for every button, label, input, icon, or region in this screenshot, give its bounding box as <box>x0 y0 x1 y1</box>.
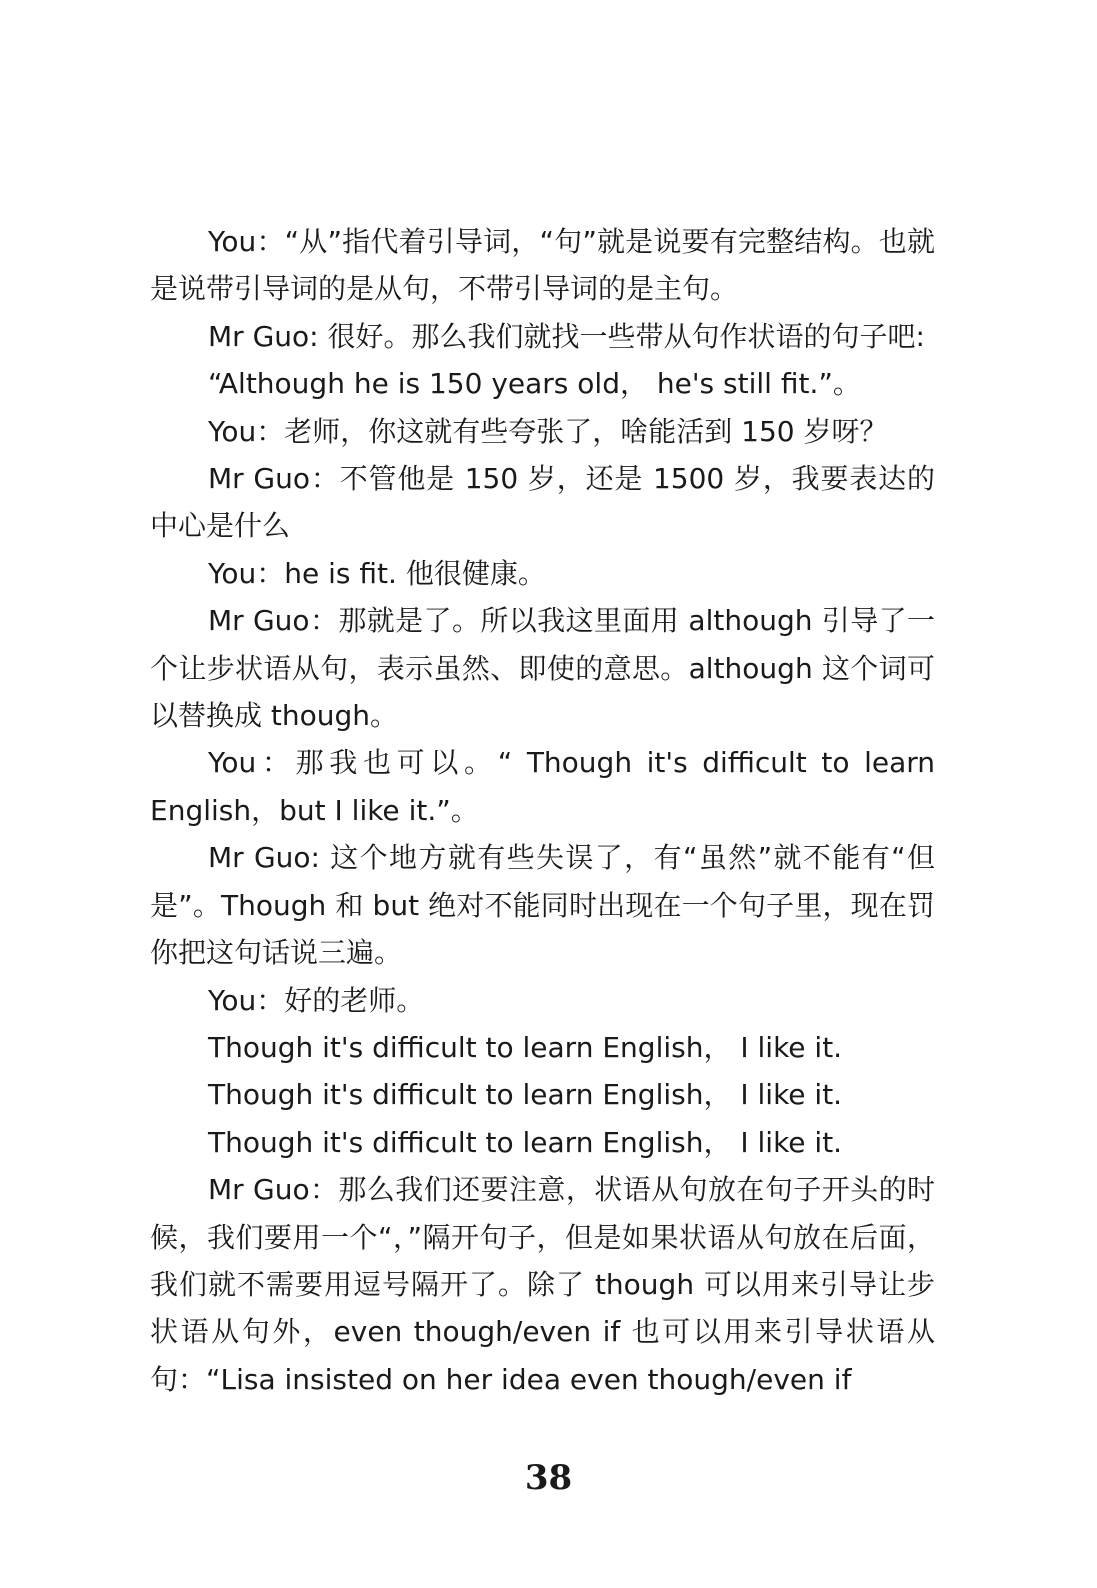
paragraph: Though it's difficult to learn English， I like it. <box>208 1030 843 1064</box>
paragraph: You：he is fit. 他很健康。 <box>208 556 546 590</box>
paragraph: You：那我也可以。“ Though it's difficult to learn English，but I like it.”。 <box>150 746 935 827</box>
paragraph: Though it's difficult to learn English， I like it. <box>208 1078 843 1112</box>
paragraph: You：老师，你这就有些夸张了，啥能活到 150 岁呀？ <box>208 414 888 448</box>
paragraph: “Although he is 150 years old， he's still fit.”。 <box>208 367 861 401</box>
paragraph: Though it's difficult to learn English， I like it. <box>208 1125 843 1159</box>
paragraph: Mr Guo：不管他是 150 岁，还是 1500 岁，我要表达的中心是什么 <box>150 462 935 543</box>
paragraph: You：好的老师。 <box>208 983 425 1017</box>
paragraph: Mr Guo：那么我们还要注意，状语从句放在句子开头的时候，我们要用一个“，”隔开句子，但是如果状语从句放在后面，我们就不需要用逗号隔开了。除了 though 可以用来引导让步状语从句外，even though/even if 也可以用来引导状语从句：“Lisa insisted on her idea even though/even if <box>150 1173 935 1396</box>
page-body <box>150 218 935 1403</box>
paragraph: Mr Guo: 很好。那么我们就找一些带从句作状语的句子吧: <box>208 319 925 353</box>
paragraph: Mr Guo: 这个地方就有些失误了，有“虽然”就不能有“但是”。Though 和 but 绝对不能同时出现在一个句子里，现在罚你把这句话说三遍。 <box>150 841 935 970</box>
paragraph: You：“从”指代着引导词，“句”就是说要有完整结构。也就是说带引导词的是从句，不带引导词的是主句。 <box>150 225 935 306</box>
page-number: 38 <box>524 1458 573 1498</box>
paragraph: Mr Guo：那就是了。所以我这里面用 although 引导了一个让步状语从句，表示虽然、即使的意思。although 这个词可以替换成 though。 <box>150 604 935 733</box>
